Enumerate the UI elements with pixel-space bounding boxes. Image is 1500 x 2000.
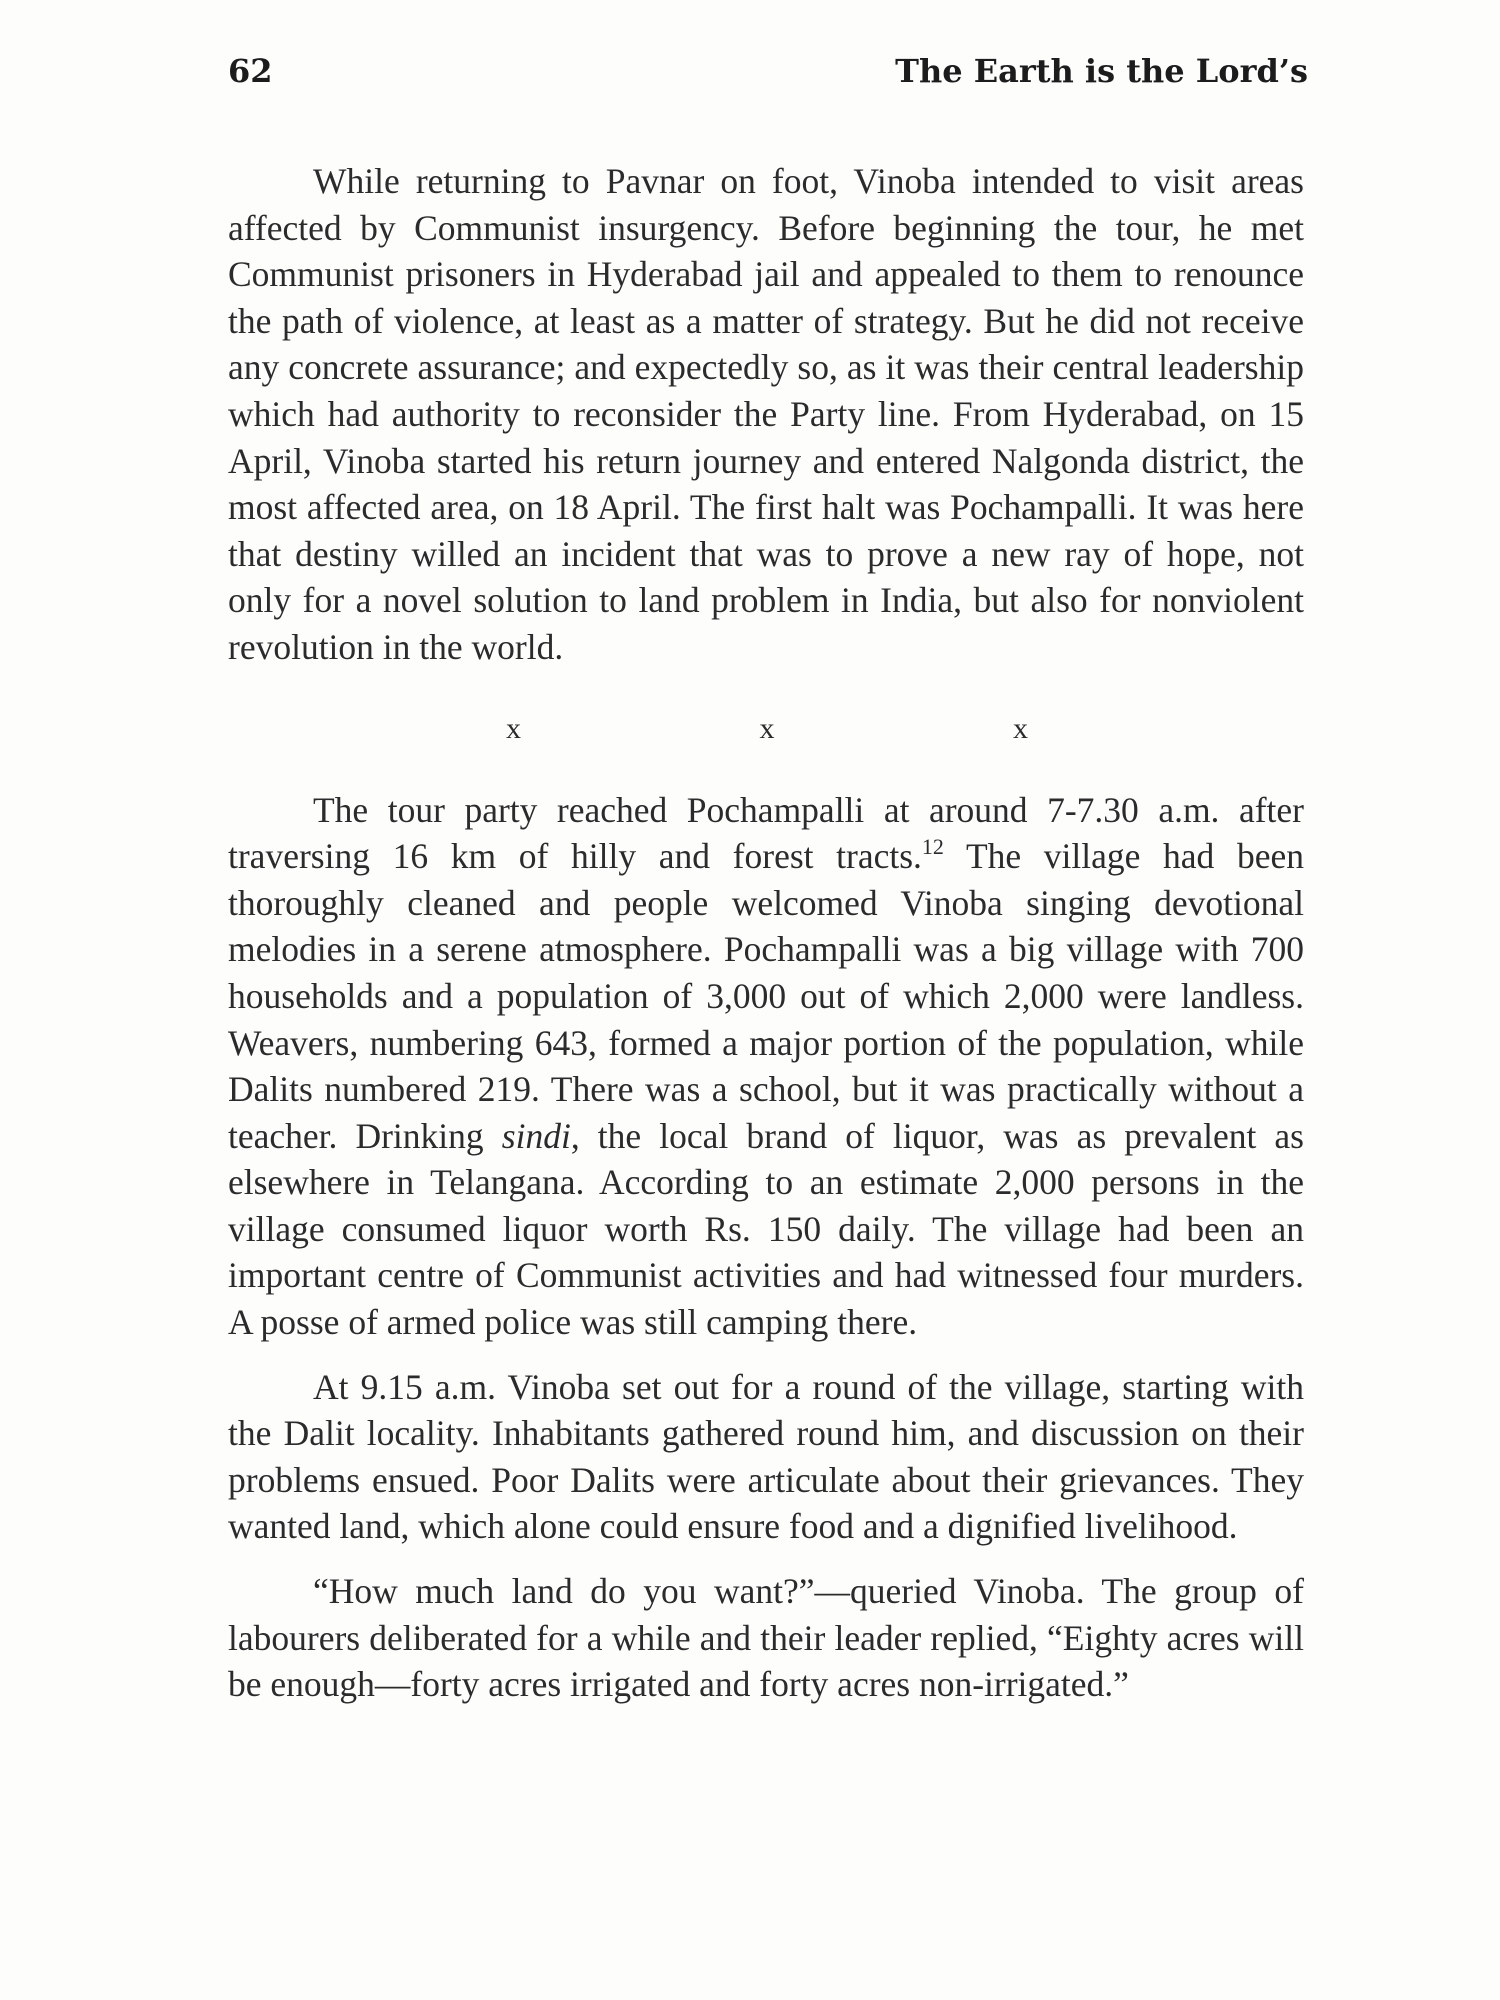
separator-mark: x (759, 711, 775, 745)
page-number: 62 (228, 52, 273, 90)
running-title: The Earth is the Lord’s (895, 52, 1308, 90)
separator-mark: x (506, 711, 521, 745)
paragraph-2-text-b: The village had been thoroughly cleaned and people welcomed Vinoba singing devotional melodies in a serene atmosphere. Pochampalli was a big village with 700 households and a population of 3,000 out of which 2,000 were landless. Weavers, numbering 643, formed a major portion of the population, while Dalits numbered 219. There was a school, but it was practically without a teacher. Drinking (228, 836, 1304, 1156)
running-head (228, 52, 1308, 100)
paragraph-2-text-a: The tour party reached Pochampalli at around 7-7.30 a.m. after traversing 16 km of hilly and forest tracts. (228, 789, 1304, 877)
paragraph-4: “How much land do you want?”—queried Vinoba. The group of labourers deliberated for a while and their leader replied, “Eighty acres will be enough—forty acres irrigated and forty acres non-irrigated.” (228, 1571, 1304, 1705)
paragraph-2 (228, 787, 1304, 1346)
paragraph-3: At 9.15 a.m. Vinoba set out for a round of the village, starting with the Dalit locality. Inhabitants gathered round him, and discussion on their problems ensued. Poor Dalits were articulate about their grievances. They wanted land, which alone could ensure food and a dignified livelihood. (228, 1366, 1304, 1547)
footnote-marker: 12 (921, 834, 944, 860)
section-separator (506, 709, 1028, 749)
body-text (228, 158, 1304, 1708)
italic-term: sindi (501, 1115, 571, 1156)
paragraph-2-text-c: , the local brand of liquor, was as prevalent as elsewhere in Telangana. According to an estimate 2,000 persons in the village consumed liquor worth Rs. 150 daily. The village had been an important centre of Communist activities and had witnessed four murders. A posse of armed police was still camping there. (228, 1115, 1304, 1343)
paragraph-1: While returning to Pavnar on foot, Vinoba intended to visit areas affected by Communist insurgency. Before beginning the tour, he met Communist prisoners in Hyderabad jail and appealed to them to renounce the path of violence, at least as a matter of strategy. But he did not receive any concrete assurance; and expectedly so, as it was their central leadership which had authority to reconsider the Party line. From Hyderabad, on 15 April, Vinoba started his return journey and entered Nalgonda district, the most affected area, on 18 April. The first halt was Pochampalli. It was here that destiny willed an incident that was to prove a new ray of hope, not only for a novel solution to land problem in India, but also for nonviolent revolution in the world. (228, 161, 1304, 667)
separator-mark: x (1013, 711, 1028, 745)
